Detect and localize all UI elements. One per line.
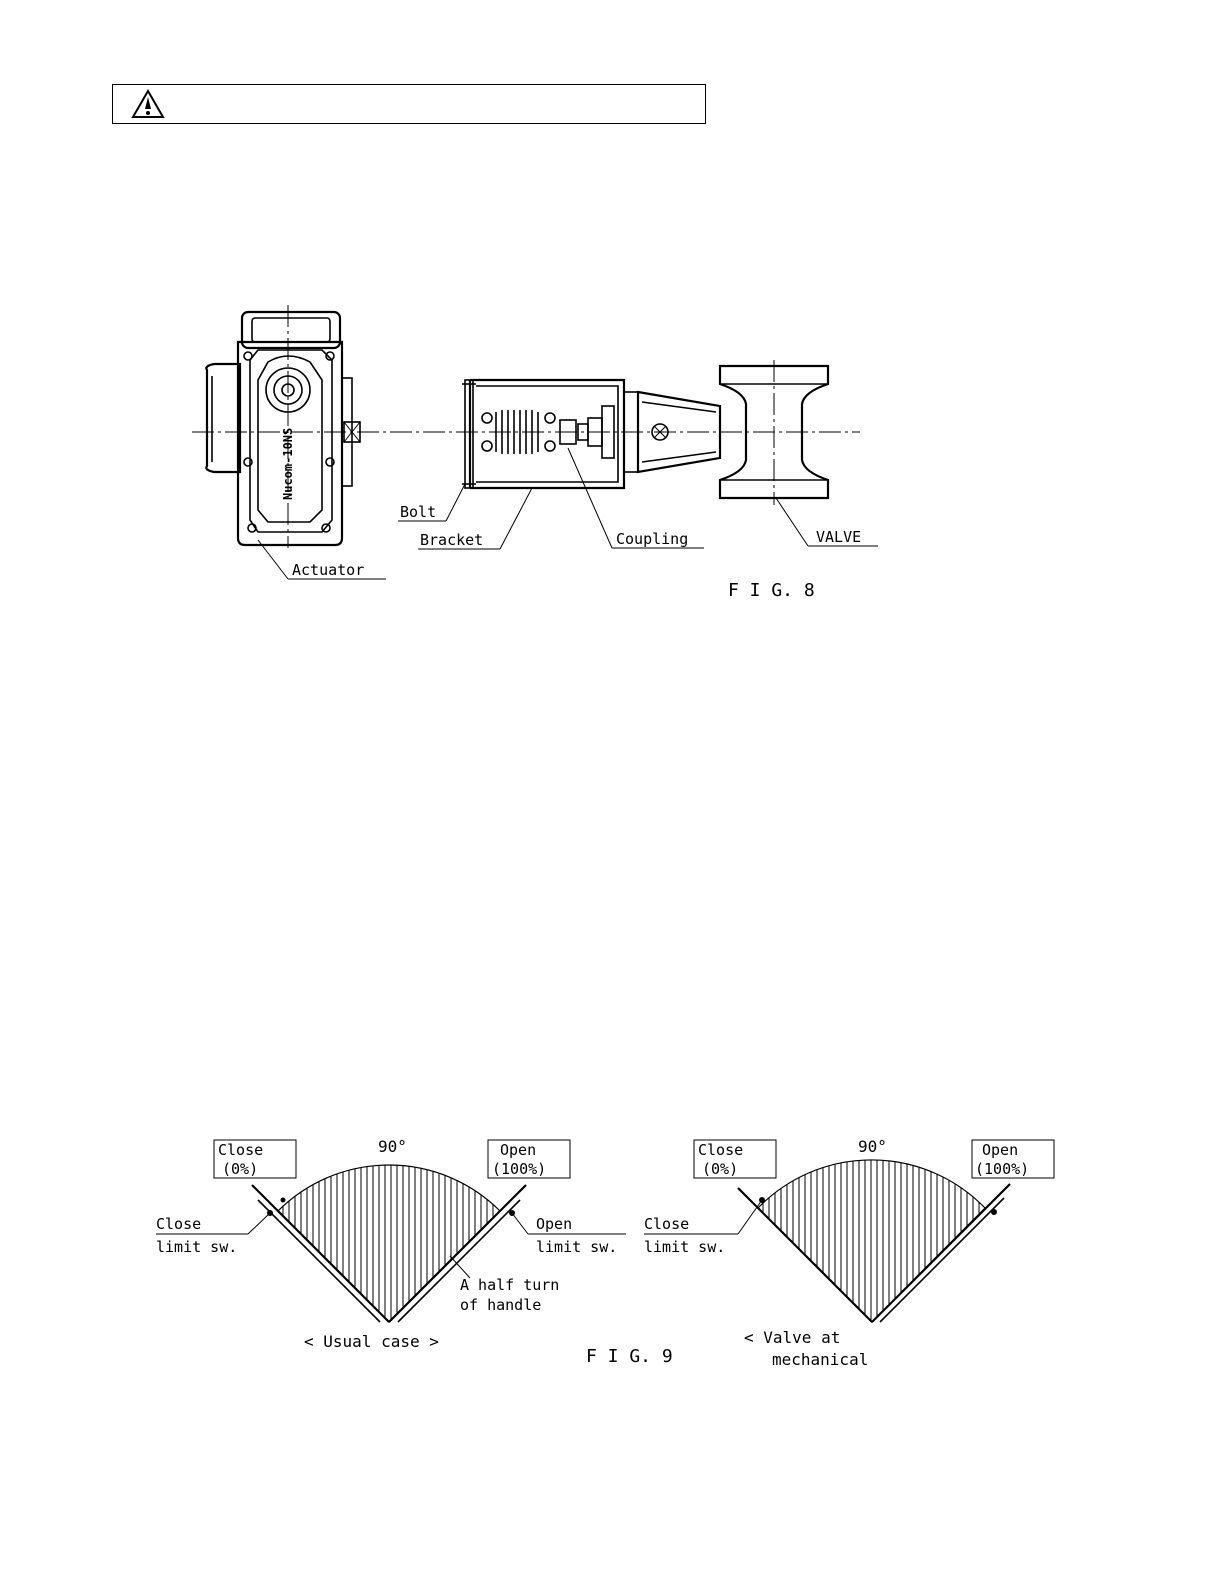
open-limit-label-2: limit sw. — [536, 1238, 618, 1256]
coupling-label: Coupling — [616, 530, 689, 548]
open-box-text: Open — [500, 1141, 537, 1159]
close-limit-label-2: limit sw. — [156, 1238, 238, 1256]
angle-label-right: 90° — [858, 1137, 887, 1156]
fig9-usual-case — [156, 1137, 626, 1351]
close-box-text: Close — [218, 1141, 264, 1159]
open-box-percent: (100%) — [492, 1160, 547, 1178]
actuator-nameplate: Nucom-10NS — [281, 427, 295, 500]
half-turn-label-2: of handle — [460, 1296, 542, 1314]
open-box-text-right: Open — [982, 1141, 1019, 1159]
usual-case-caption: < Usual case > — [304, 1332, 439, 1351]
half-turn-label: A half turn — [460, 1276, 560, 1294]
open-limit-label: Open — [536, 1215, 573, 1233]
fig9-mechanical-case — [644, 1137, 1054, 1369]
close-limit-label: Close — [156, 1215, 202, 1233]
close-box-percent-right: (0%) — [702, 1160, 739, 1178]
actuator-label: Actuator — [292, 561, 365, 579]
fig9-caption: F I G. 9 — [586, 1346, 673, 1367]
bracket-label: Bracket — [420, 531, 484, 549]
close-limit-label-right: Close — [644, 1215, 690, 1233]
mechanical-caption: < Valve at — [744, 1328, 841, 1347]
angle-label: 90° — [378, 1137, 407, 1156]
valve-label: VALVE — [816, 528, 862, 546]
mechanical-caption-2: mechanical — [772, 1350, 869, 1369]
close-box-percent: (0%) — [222, 1160, 259, 1178]
close-limit-label-right-2: limit sw. — [644, 1238, 726, 1256]
fig8-caption: F I G. 8 — [728, 580, 815, 601]
open-box-percent-right: (100%) — [975, 1160, 1030, 1178]
bolt-label: Bolt — [400, 503, 437, 521]
close-box-text-right: Close — [698, 1141, 744, 1159]
